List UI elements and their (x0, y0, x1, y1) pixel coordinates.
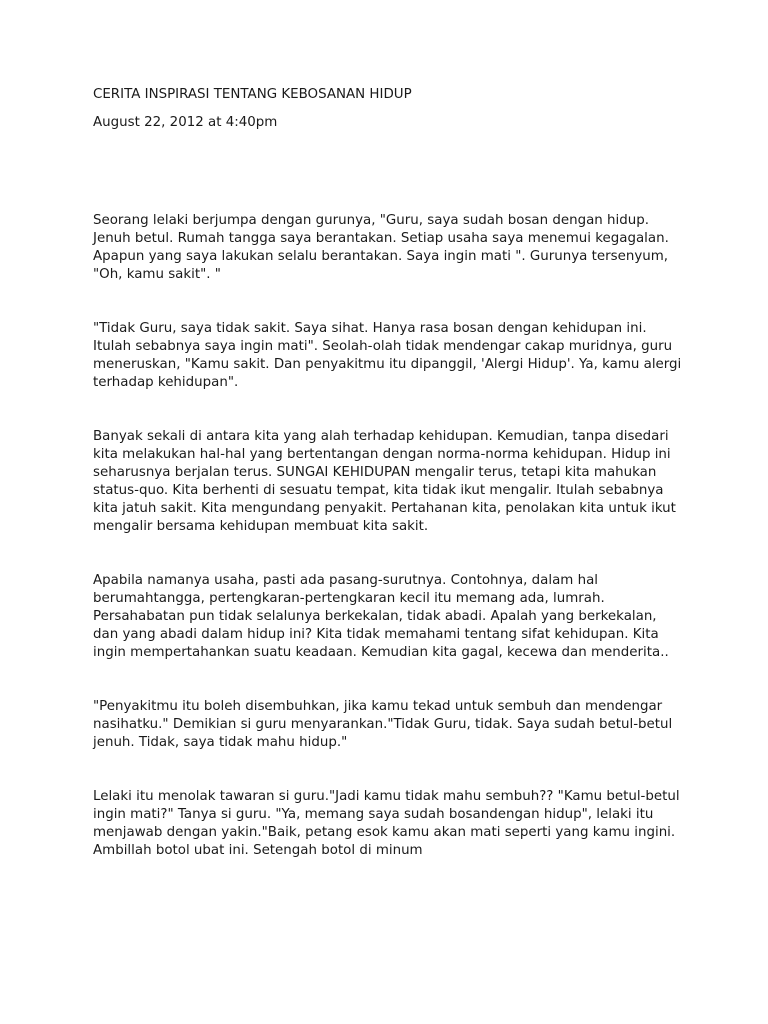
document-title: CERITA INSPIRASI TENTANG KEBOSANAN HIDUP (93, 87, 412, 102)
paragraph-1: Seorang lelaki berjumpa dengan gurunya, "Guru, saya sudah bosan dengan hidup. Jenuh betul. Rumah tangga saya berantakan. Setiap usaha saya menemui kegagalan. Apapun yang saya lakukan selalu berantakan. Saya ingin mati ". Gurunya tersenyum, "Oh, kamu sakit". " (93, 213, 669, 282)
paragraph-2: "Tidak Guru, saya tidak sakit. Saya sihat. Hanya rasa bosan dengan kehidupan ini. Itulah sebabnya saya ingin mati". Seolah-olah tidak mendengar cakap muridnya, guru meneruskan, "Kamu sakit. Dan penyakitmu itu dipanggil, 'Alergi Hidup'. Ya, kamu alergi terhadap kehidupan". (93, 321, 682, 390)
document-body (93, 86, 683, 860)
document-date: August 22, 2012 at 4:40pm (93, 115, 278, 130)
paragraph-3: Banyak sekali di antara kita yang alah terhadap kehidupan. Kemudian, tanpa disedari kita melakukan hal-hal yang bertentangan dengan norma-norma kehidupan. Hidup ini seharusnya berjalan terus. SUNGAI KEHIDUPAN mengalir terus, tetapi kita mahukan status-quo. Kita berhenti di sesuatu tempat, kita tidak ikut mengalir. Itulah sebabnya kita jatuh sakit. Kita mengundang penyakit. Pertahanan kita, penolakan kita untuk ikut mengalir bersama kehidupan membuat kita sakit. (93, 429, 676, 534)
paragraph-5: "Penyakitmu itu boleh disembuhkan, jika kamu tekad untuk sembuh dan mendengar nasihatku." Demikian si guru menyarankan."Tidak Guru, tidak. Saya sudah betul-betul jenuh. Tidak, saya tidak mahu hidup." (93, 699, 673, 750)
paragraph-6: Lelaki itu menolak tawaran si guru."Jadi kamu tidak mahu sembuh?? "Kamu betul-betul ingin mati?" Tanya si guru. "Ya, memang saya sudah bosandengan hidup", lelaki itu menjawab dengan yakin."Baik, petang esok kamu akan mati seperti yang kamu ingini. Ambillah botol ubat ini. Setengah botol di minum (93, 789, 680, 858)
paragraph-4: Apabila namanya usaha, pasti ada pasang-surutnya. Contohnya, dalam hal berumahtangga, pertengkaran-pertengkaran kecil itu memang ada, lumrah. Persahabatan pun tidak selalunya berkekalan, tidak abadi. Apalah yang berkekalan, dan yang abadi dalam hidup ini? Kita tidak memahami tentang sifat kehidupan. Kita ingin mempertahankan suatu keadaan. Kemudian kita gagal, kecewa dan menderita.. (93, 573, 669, 660)
